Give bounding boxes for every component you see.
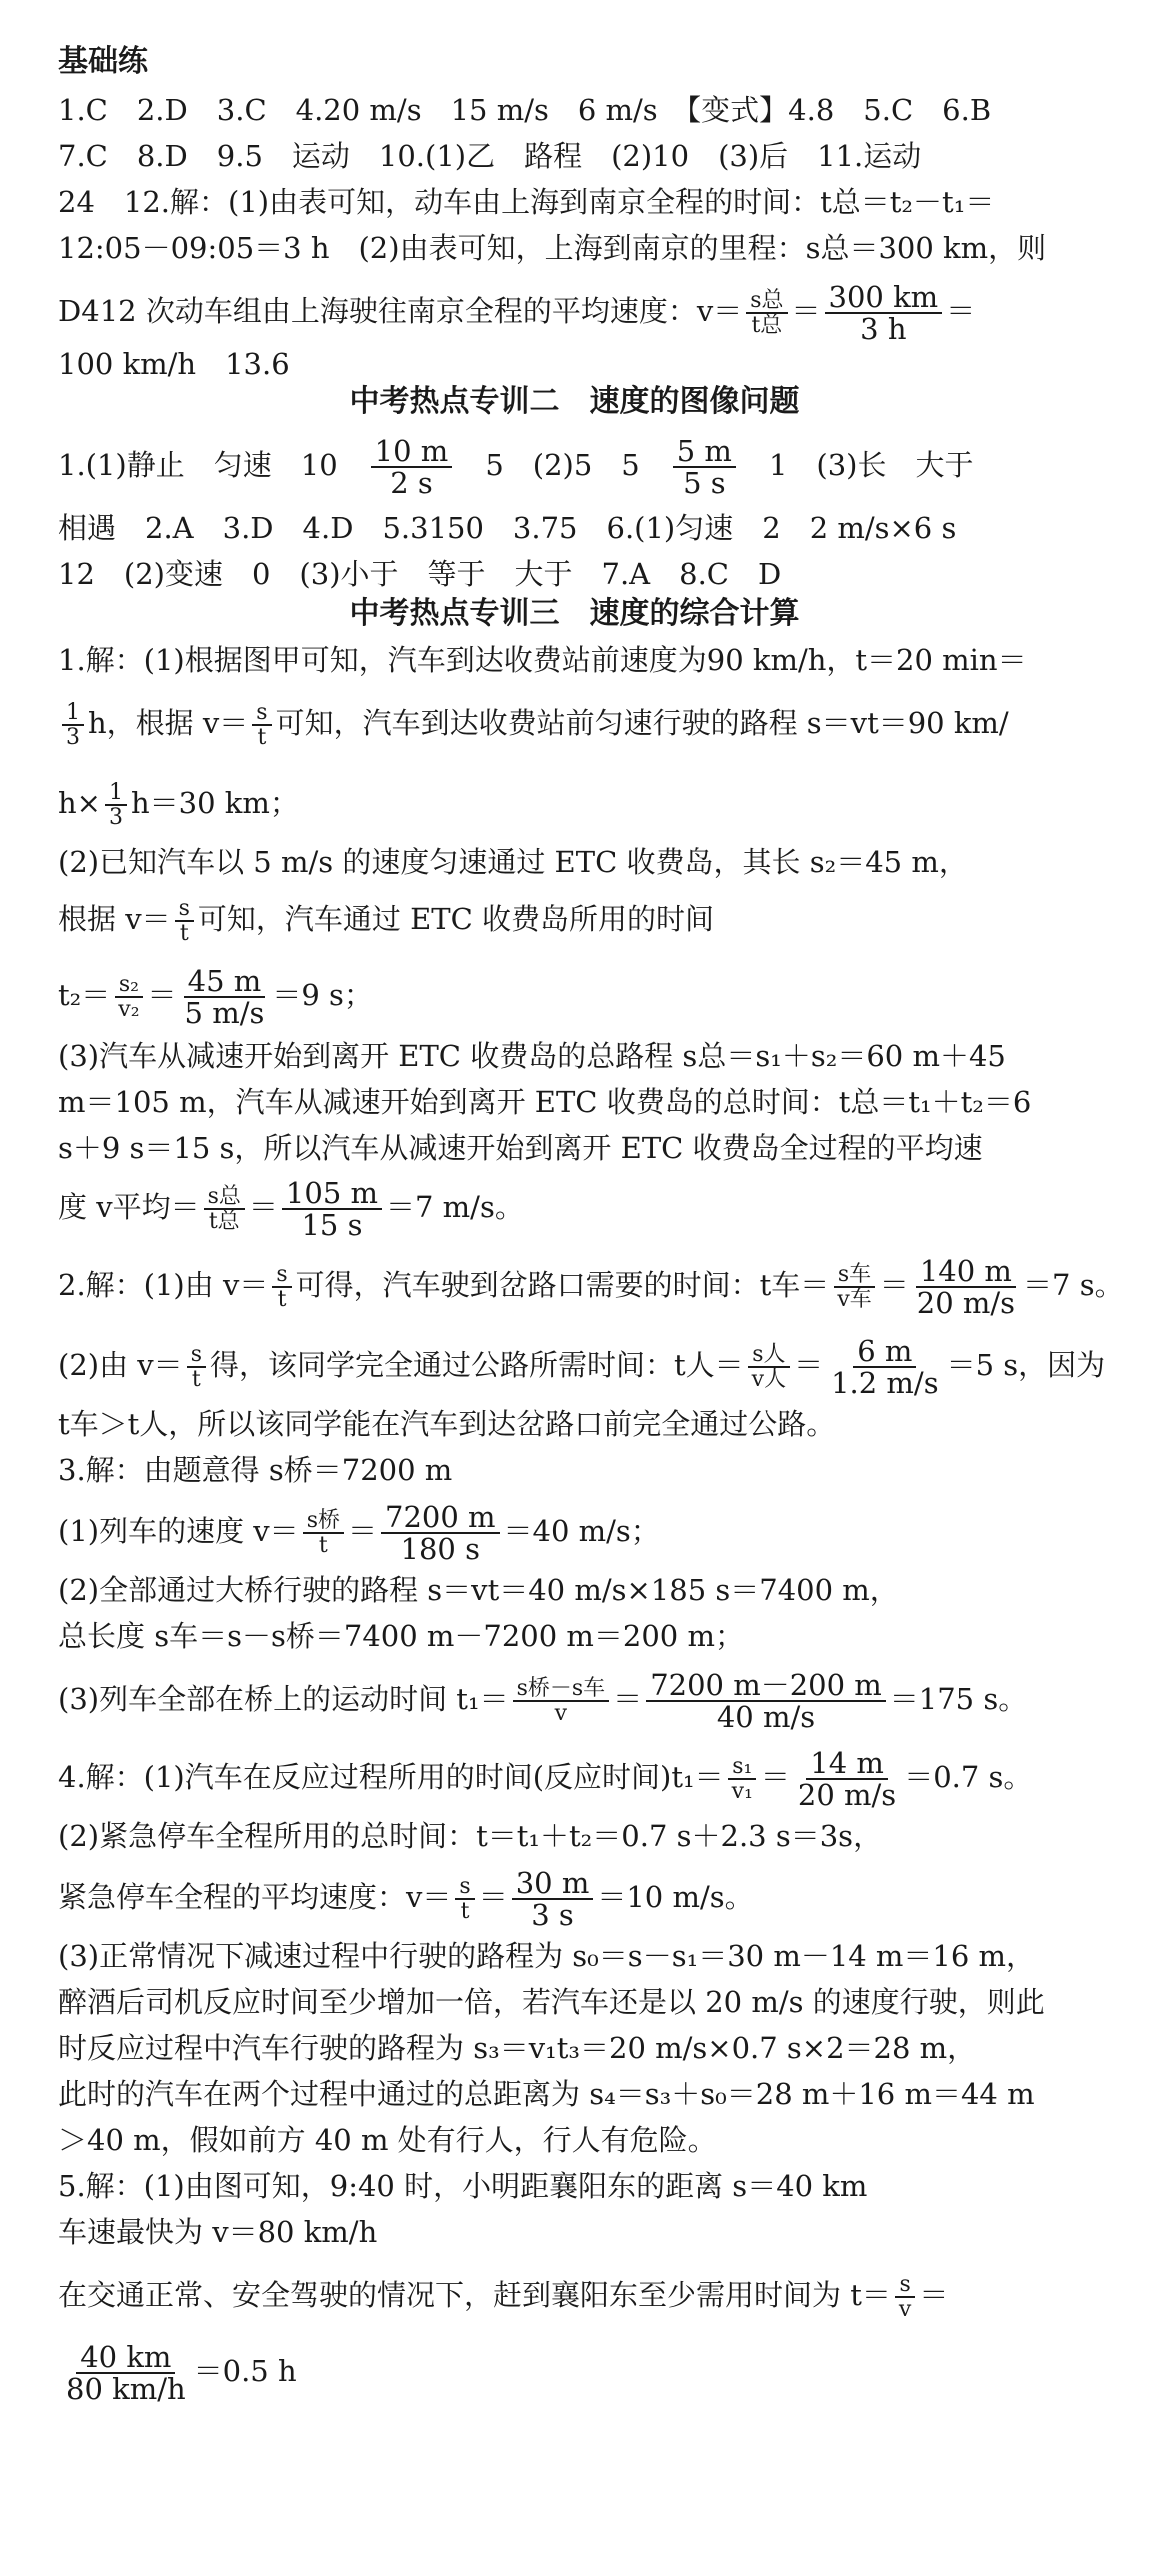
q2-line-c: t车＞t人，所以该同学能在汽车到达岔路口前完全通过公路。 bbox=[58, 1407, 836, 1441]
fraction bbox=[62, 2339, 190, 2406]
fraction-denominator: v bbox=[554, 1701, 568, 1726]
q1-line-b-text-2: 可知，汽车到达收费站前匀速行驶的路程 s＝vt＝90 km/ bbox=[275, 706, 1009, 740]
fraction-denominator: t总 bbox=[208, 1209, 240, 1234]
fraction-denominator: t bbox=[277, 1287, 287, 1312]
fraction bbox=[252, 701, 271, 749]
fraction bbox=[646, 1667, 886, 1734]
q1-part2-line-b-text-2: 可知，汽车通过 ETC 收费岛所用的时间 bbox=[197, 902, 715, 936]
fraction-denominator: 3 bbox=[66, 725, 80, 750]
fraction-denominator: t bbox=[460, 1899, 470, 1924]
fraction-numerator: 1 bbox=[105, 781, 127, 806]
fraction bbox=[181, 963, 269, 1030]
fraction-numerator: 300 km bbox=[825, 282, 943, 314]
q4-line-a-text: 4.解：(1)汽车在反应过程所用的时间(反应时间)t₁＝ bbox=[58, 1760, 724, 1794]
fraction-numerator: s车 bbox=[834, 1263, 875, 1288]
fraction bbox=[204, 1185, 245, 1233]
q1-part2-line-c-text: t₂＝ bbox=[58, 978, 111, 1012]
fraction-numerator: s人 bbox=[748, 1343, 789, 1368]
fraction-numerator: 6 m bbox=[853, 1336, 916, 1368]
q1-line-c-text-2: h＝30 km； bbox=[130, 786, 299, 820]
q1-part2-line-c: t₂＝ $\frac{\text{s₂}}{\text{v₂}}$ ＝ $\frac{45 m}{5 m/s}$ ＝9 s； bbox=[58, 963, 373, 1030]
fraction bbox=[114, 973, 143, 1021]
fraction-numerator: s bbox=[455, 1875, 474, 1900]
fraction-denominator: v bbox=[898, 2297, 912, 2322]
q3-line-b-text: (1)列车的速度 v＝ bbox=[58, 1514, 299, 1548]
answer-line-7-text-b: 5 (2)5 5 bbox=[485, 448, 640, 482]
fraction-numerator: 7200 m－200 m bbox=[646, 1670, 886, 1702]
fraction bbox=[827, 1333, 943, 1400]
fraction-denominator: t bbox=[191, 1367, 201, 1392]
fraction-numerator: s bbox=[175, 897, 194, 922]
q3-line-c: (2)全部通过大桥行驶的路程 s＝vt＝40 m/s×185 s＝7400 m， bbox=[58, 1573, 899, 1607]
q1-part3-line-c: s＋9 s＝15 s，所以汽车从减速开始到离开 ETC 收费岛全过程的平均速 bbox=[58, 1131, 983, 1165]
answer-line-2: 7.C 8.D 9.5 运动 10.(1)乙 路程 (2)10 (3)后 11.运动 bbox=[58, 139, 922, 173]
fraction bbox=[371, 433, 453, 500]
fraction-numerator: 30 m bbox=[512, 1868, 594, 1900]
fraction-numerator: 1 bbox=[62, 701, 84, 726]
q5-line-b: 车速最快为 v＝80 km/h bbox=[58, 2215, 378, 2249]
q4-line-h: ＞40 m，假如前方 40 m 处有行人，行人有危险。 bbox=[58, 2123, 717, 2157]
answer-line-7-text-c: 1 (3)长 大于 bbox=[768, 448, 974, 482]
q4-line-f: 时反应过程中汽车行驶的路程为 s₃＝v₁t₃＝20 m/s×0.7 s×2＝28 m， bbox=[58, 2031, 977, 2065]
fraction-numerator: 14 m bbox=[806, 1748, 888, 1780]
fraction-denominator: 80 km/h bbox=[66, 2372, 186, 2406]
fraction bbox=[282, 1175, 382, 1242]
fraction bbox=[272, 1263, 291, 1311]
section-heading-special-3: 中考热点专训三 速度的综合计算 bbox=[349, 596, 800, 631]
fraction-numerator: s₁ bbox=[728, 1755, 756, 1780]
fraction-numerator: s bbox=[252, 701, 271, 726]
fraction bbox=[833, 1263, 875, 1311]
q4-line-c-text: 紧急停车全程的平均速度：v＝ bbox=[58, 1880, 452, 1914]
fraction-numerator: s bbox=[187, 1343, 206, 1368]
q2-line-b-text-2: 得，该同学完全通过公路所需时间：t人＝ bbox=[209, 1348, 744, 1382]
q5-line-d bbox=[58, 2336, 1109, 2406]
fraction-numerator: s bbox=[272, 1263, 291, 1288]
q5-line-c-text: 在交通正常、安全驾驶的情况下，赶到襄阳东至少需用时间为 t＝ bbox=[58, 2278, 891, 2312]
fraction-denominator: 1.2 m/s bbox=[831, 1366, 939, 1400]
q2-line-b-text-3: ＝5 s，因为 bbox=[946, 1348, 1106, 1382]
q4-line-e: 醉酒后司机反应时间至少增加一倍，若汽车还是以 20 m/s 的速度行驶，则此 bbox=[58, 1985, 1045, 2019]
q1-part3-line-b: m＝105 m，汽车从减速开始到离开 ETC 收费岛的总时间：t总＝t₁＋t₂＝6 bbox=[58, 1085, 1032, 1119]
q1-part2-line-c-text-2: ＝9 s； bbox=[272, 978, 373, 1012]
fraction-numerator: 10 m bbox=[371, 436, 453, 468]
answer-line-5: D412 次动车组由上海驶往南京全程的平均速度：v＝ $\frac{\text{s总}}{\text{t总}}$ ＝ $\frac{300 km}{3 h}$ ＝ bbox=[58, 279, 976, 346]
fraction-denominator: 20 m/s bbox=[797, 1778, 897, 1812]
fraction bbox=[728, 1755, 757, 1803]
fraction-numerator: s桥 bbox=[303, 1509, 344, 1534]
fraction bbox=[513, 1677, 610, 1725]
q1-part3-line-d-text-2: ＝7 m/s。 bbox=[386, 1190, 524, 1224]
q3-line-e: (3)列车全部在桥上的运动时间 t₁＝ $\frac{\text{s桥－s车}}{v}$ ＝ $\frac{7200 m-200 m}{40 m/s}$ ＝175 s。 bbox=[58, 1667, 1028, 1734]
q2-line-a-text: 2.解：(1)由 v＝ bbox=[58, 1268, 269, 1302]
fraction bbox=[673, 433, 736, 500]
q3-line-d: 总长度 s车＝s－s桥＝7400 m－7200 m＝200 m； bbox=[58, 1619, 744, 1653]
q3-line-a: 3.解：由题意得 s桥＝7200 m bbox=[58, 1453, 453, 1487]
q1-line-b bbox=[58, 688, 1109, 758]
fraction bbox=[455, 1875, 474, 1923]
section-heading-special-2: 中考热点专训二 速度的图像问题 bbox=[349, 384, 800, 419]
fraction-denominator: 40 m/s bbox=[716, 1700, 816, 1734]
q3-line-e-text-2: ＝175 s。 bbox=[889, 1682, 1028, 1716]
q4-line-c-text-2: ＝10 m/s。 bbox=[597, 1880, 754, 1914]
fraction-denominator: 15 s bbox=[301, 1208, 363, 1242]
fraction bbox=[794, 1745, 900, 1812]
fraction-denominator: 3 bbox=[108, 805, 123, 830]
q3-line-b-text-2: ＝40 m/s； bbox=[503, 1514, 660, 1548]
q2-line-a-text-2: 可得，汽车驶到岔路口需要的时间：t车＝ bbox=[295, 1268, 830, 1302]
fraction bbox=[913, 1253, 1019, 1320]
q2-line-b-text: (2)由 v＝ bbox=[58, 1348, 183, 1382]
q1-part2-line-a: (2)已知汽车以 5 m/s 的速度匀速通过 ETC 收费岛，其长 s₂＝45 m， bbox=[58, 845, 968, 879]
fraction bbox=[746, 289, 787, 337]
answer-line-7 bbox=[58, 430, 1109, 500]
q1-line-b-text: h，根据 v＝ bbox=[88, 706, 249, 740]
q5-line-a: 5.解：(1)由图可知，9:40 时，小明距襄阳东的距离 s＝40 km bbox=[58, 2169, 868, 2203]
q4-line-a-text-2: ＝0.7 s。 bbox=[904, 1760, 1033, 1794]
q1-part2-line-b-text: 根据 v＝ bbox=[58, 902, 171, 936]
fraction bbox=[512, 1865, 594, 1932]
fraction-numerator: s桥－s车 bbox=[513, 1677, 610, 1702]
fraction-denominator: 3 h bbox=[860, 312, 907, 346]
fraction-numerator: 7200 m bbox=[381, 1502, 500, 1534]
answer-line-8: 相遇 2.A 3.D 4.D 5.3150 3.75 6.(1)匀速 2 2 m/s×6 s bbox=[58, 511, 957, 545]
fraction bbox=[748, 1343, 790, 1391]
fraction-denominator: 180 s bbox=[400, 1532, 480, 1566]
fraction-numerator: 45 m bbox=[184, 966, 266, 998]
q1-part2-line-b bbox=[58, 884, 1109, 954]
q2-line-b: (2)由 v＝ $\frac{s}{t}$ 得，该同学完全通过公路所需时间：t人＝ $\frac{\text{s人}}{\text{v人}}$ ＝ $\frac{6 m}{1.2 m/s}$ ＝5 s，因为 bbox=[58, 1333, 1106, 1400]
fraction-denominator: 5 s bbox=[683, 466, 726, 500]
fraction-numerator: 105 m bbox=[282, 1178, 382, 1210]
q5-line-c: 在交通正常、安全驾驶的情况下，赶到襄阳东至少需用时间为 t＝ $\frac{s}{v}$ ＝ bbox=[58, 2271, 949, 2322]
q2-line-a-text-3: ＝7 s。 bbox=[1023, 1268, 1124, 1302]
fraction bbox=[62, 701, 84, 749]
q4-line-c: 紧急停车全程的平均速度：v＝ $\frac{s}{t}$ ＝ $\frac{30 m}{3 s}$ ＝10 m/s。 bbox=[58, 1865, 754, 1932]
fraction-numerator: s₂ bbox=[115, 973, 143, 998]
q1-line-c bbox=[58, 768, 1109, 838]
answer-line-6: 100 km/h 13.6 bbox=[58, 347, 290, 381]
fraction bbox=[105, 781, 127, 829]
q5-line-d-text: ＝0.5 h bbox=[193, 2354, 297, 2388]
q1-part3-line-d: 度 v平均＝ $\frac{\text{s总}}{\text{t总}}$ ＝ $\frac{105 m}{15 s}$ ＝7 m/s。 bbox=[58, 1175, 524, 1242]
q1-part3-line-a: (3)汽车从减速开始到离开 ETC 收费岛的总路程 s总＝s₁＋s₂＝60 m＋45 bbox=[58, 1039, 1006, 1073]
fraction-denominator: v车 bbox=[837, 1287, 872, 1312]
q2-line-a: 2.解：(1)由 v＝ $\frac{s}{t}$ 可得，汽车驶到岔路口需要的时间：t车＝ $\frac{\text{s车}}{\text{v车}}$ ＝ $\frac{140 m}{20 m/s}$ ＝7 s。 bbox=[58, 1253, 1124, 1320]
fraction-numerator: 140 m bbox=[916, 1256, 1016, 1288]
fraction-denominator: v₂ bbox=[118, 997, 140, 1022]
answer-line-9: 12 (2)变速 0 (3)小于 等于 大于 7.A 8.C D bbox=[58, 557, 782, 591]
fraction-denominator: t bbox=[318, 1533, 328, 1558]
fraction-numerator: 40 km bbox=[76, 2342, 175, 2374]
fraction-denominator: 3 s bbox=[531, 1898, 574, 1932]
fraction-denominator: t bbox=[179, 921, 189, 946]
fraction-numerator: s总 bbox=[204, 1185, 245, 1210]
section-heading-basic: 基础练 bbox=[58, 44, 148, 79]
answer-line-5-text: D412 次动车组由上海驶往南京全程的平均速度：v＝ bbox=[58, 294, 743, 328]
q1-line-c-text: h× bbox=[58, 786, 101, 820]
fraction-denominator: v人 bbox=[751, 1367, 787, 1392]
fraction bbox=[187, 1343, 206, 1391]
q4-line-d: (3)正常情况下减速过程中行驶的路程为 s₀＝s－s₁＝30 m－14 m＝16 m， bbox=[58, 1939, 1036, 1973]
fraction bbox=[303, 1509, 344, 1557]
fraction bbox=[381, 1499, 500, 1566]
fraction-denominator: t bbox=[257, 725, 267, 750]
q4-line-a: 4.解：(1)汽车在反应过程所用的时间(反应时间)t₁＝ $\frac{\text{s₁}}{\text{v₁}}$ ＝ $\frac{14 m}{20 m/s}$ ＝0.7 s。 bbox=[58, 1745, 1033, 1812]
q1-line-a: 1.解：(1)根据图甲可知，汽车到达收费站前速度为90 km/h，t＝20 min＝ bbox=[58, 643, 1027, 677]
fraction bbox=[175, 897, 194, 945]
fraction-numerator: s bbox=[895, 2273, 914, 2298]
fraction-numerator: s总 bbox=[746, 289, 787, 314]
answer-line-1: 1.C 2.D 3.C 4.20 m/s 15 m/s 6 m/s 【变式】4.8 5.C 6.B bbox=[58, 93, 992, 127]
q4-line-g: 此时的汽车在两个过程中通过的总距离为 s₄＝s₃＋s₀＝28 m＋16 m＝44 m bbox=[58, 2077, 1035, 2111]
fraction-denominator: t总 bbox=[751, 313, 783, 338]
q3-line-e-text: (3)列车全部在桥上的运动时间 t₁＝ bbox=[58, 1682, 509, 1716]
fraction-numerator: 5 m bbox=[673, 436, 736, 468]
fraction bbox=[825, 279, 943, 346]
fraction-denominator: 2 s bbox=[390, 466, 433, 500]
fraction-denominator: 5 m/s bbox=[184, 996, 265, 1030]
fraction-denominator: 20 m/s bbox=[916, 1286, 1016, 1320]
answer-line-4: 12:05－09:05＝3 h (2)由表可知，上海到南京的里程：s总＝300 km，则 bbox=[58, 231, 1047, 265]
q1-part3-line-d-text: 度 v平均＝ bbox=[58, 1190, 200, 1224]
answer-line-3: 24 12.解：(1)由表可知，动车由上海到南京全程的时间：t总＝t₂－t₁＝ bbox=[58, 185, 995, 219]
answer-line-7-text-a: 1.(1)静止 匀速 10 bbox=[58, 448, 338, 482]
q4-line-b: (2)紧急停车全程所用的总时间：t＝t₁＋t₂＝0.7 s＋2.3 s＝3s， bbox=[58, 1819, 883, 1853]
fraction bbox=[895, 2273, 915, 2321]
fraction-denominator: v₁ bbox=[731, 1779, 753, 1804]
q3-line-b: (1)列车的速度 v＝ $\frac{\text{s桥}}{t}$ ＝ $\frac{7200 m}{180 s}$ ＝40 m/s； bbox=[58, 1499, 660, 1566]
